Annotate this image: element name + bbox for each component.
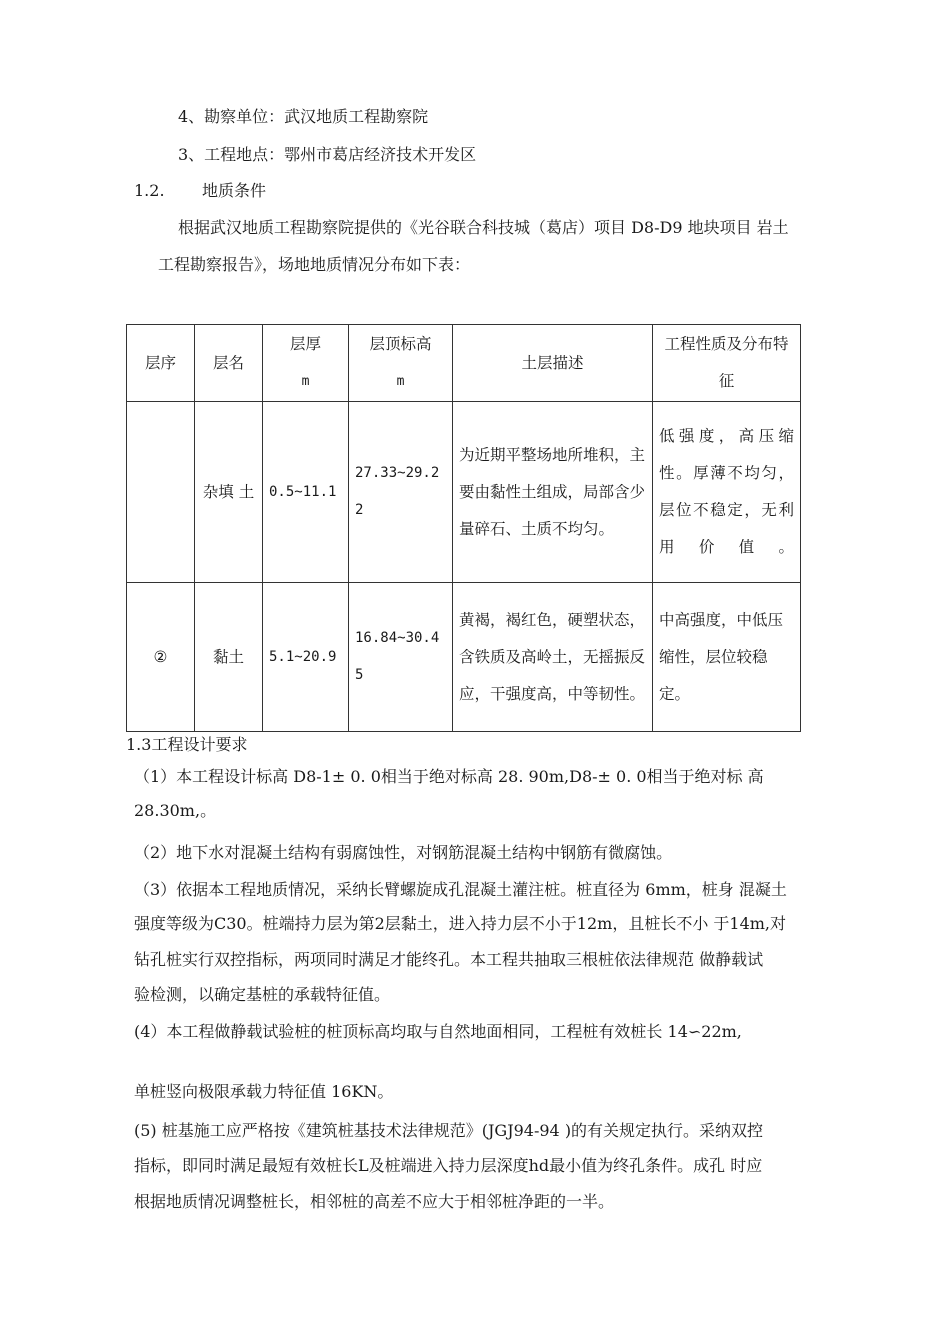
section-heading-1-3: 1.3工程设计要求 bbox=[126, 735, 248, 754]
geology-table bbox=[126, 324, 801, 732]
header-property: 工程性质及分布特征 bbox=[653, 325, 801, 402]
table-header-row bbox=[127, 325, 801, 402]
requirement-5-line-1: (5) 桩基施工应严格按《建筑桩基技术法律规范》(JGJ94-94 )的有关规定执行。采纳双控 bbox=[134, 1121, 764, 1140]
table-row bbox=[127, 402, 801, 583]
requirement-5-line-3: 根据地质情况调整桩长，相邻桩的高差不应大于相邻桩净距的一半。 bbox=[134, 1192, 615, 1211]
cell-seq: ② bbox=[127, 583, 195, 732]
requirement-1-line-2: 28.30m,。 bbox=[134, 801, 217, 820]
cell-property: 中高强度，中低压缩性，层位较稳定。 bbox=[653, 583, 801, 732]
section-number: 1.2. bbox=[134, 181, 165, 200]
requirement-3-line-4: 验检测，以确定基桩的承载特征值。 bbox=[134, 985, 391, 1004]
cell-description: 为近期平整场地所堆积，主要由黏性土组成，局部含少量碎石、土质不均匀。 bbox=[453, 402, 653, 583]
header-top-unit: m bbox=[396, 374, 405, 389]
cell-description: 黄褐，褐红色，硬塑状态，含铁质及高岭土，无摇振反应，干强度高，中等韧性。 bbox=[453, 583, 653, 732]
intro-paragraph-line-1: 根据武汉地质工程勘察院提供的《光谷联合科技城（葛店）项目 D8-D9 地块项目 岩土 bbox=[178, 218, 789, 237]
cell-thickness: 0.5~11.1 bbox=[263, 402, 349, 583]
requirement-3-line-2: 强度等级为C30。桩端持力层为第2层黏土，进入持力层不小于12m，且桩长不小 于14m,对 bbox=[134, 914, 787, 933]
header-top-elevation: 层顶标高 m bbox=[349, 325, 453, 402]
header-name: 层名 bbox=[195, 325, 263, 402]
cell-thickness: 5.1~20.9 bbox=[263, 583, 349, 732]
requirement-4-line-1: (4）本工程做静载试验桩的桩顶标高均取与自然地面相同，工程桩有效桩长 14∽22m, bbox=[134, 1022, 742, 1041]
cell-name: 黏土 bbox=[195, 583, 263, 732]
cell-seq bbox=[127, 402, 195, 583]
requirement-2: （2）地下水对混凝土结构有弱腐蚀性，对钢筋混凝土结构中钢筋有微腐蚀。 bbox=[134, 843, 673, 862]
intro-paragraph-line-2: 工程勘察报告》，场地地质情况分布如下表： bbox=[158, 255, 471, 274]
cell-top-elevation: 16.84~30.45 bbox=[349, 583, 453, 732]
header-thickness: 层厚 m bbox=[263, 325, 349, 402]
header-thickness-unit: m bbox=[301, 374, 310, 389]
survey-unit-line: 4、勘察单位：武汉地质工程勘察院 bbox=[178, 107, 429, 126]
requirement-5-line-2: 指标，即同时满足最短有效桩长L及桩端进入持力层深度hd最小值为终孔条件。成孔 时应 bbox=[134, 1156, 763, 1175]
requirement-3-line-1: （3）依据本工程地质情况，采纳长臂螺旋成孔混凝土灌注桩。桩直径为 6mm，桩身 混凝土 bbox=[134, 880, 787, 899]
section-heading-1-2 bbox=[134, 180, 266, 202]
requirement-1-line-1: （1）本工程设计标高 D8-1± 0. 0相当于绝对标高 28. 90m,D8-± 0. 0相当于绝对标 高 bbox=[134, 767, 764, 786]
header-description: 土层描述 bbox=[453, 325, 653, 402]
section-title: 地质条件 bbox=[202, 181, 267, 200]
requirement-3-line-3: 钻孔桩实行双控指标，两项同时满足才能终孔。本工程共抽取三根桩依法律规范 做静载试 bbox=[134, 950, 764, 969]
table-row bbox=[127, 583, 801, 732]
header-seq: 层序 bbox=[127, 325, 195, 402]
project-location-line: 3、工程地点：鄂州市葛店经济技术开发区 bbox=[178, 145, 477, 164]
cell-top-elevation: 27.33~29.22 bbox=[349, 402, 453, 583]
requirement-4-line-2: 单桩竖向极限承载力特征值 16KN。 bbox=[134, 1082, 394, 1101]
cell-name: 杂填 土 bbox=[195, 402, 263, 583]
cell-property: 低强度，高压缩性。厚薄不均匀，层位不稳定，无利用价值。 bbox=[653, 402, 801, 583]
